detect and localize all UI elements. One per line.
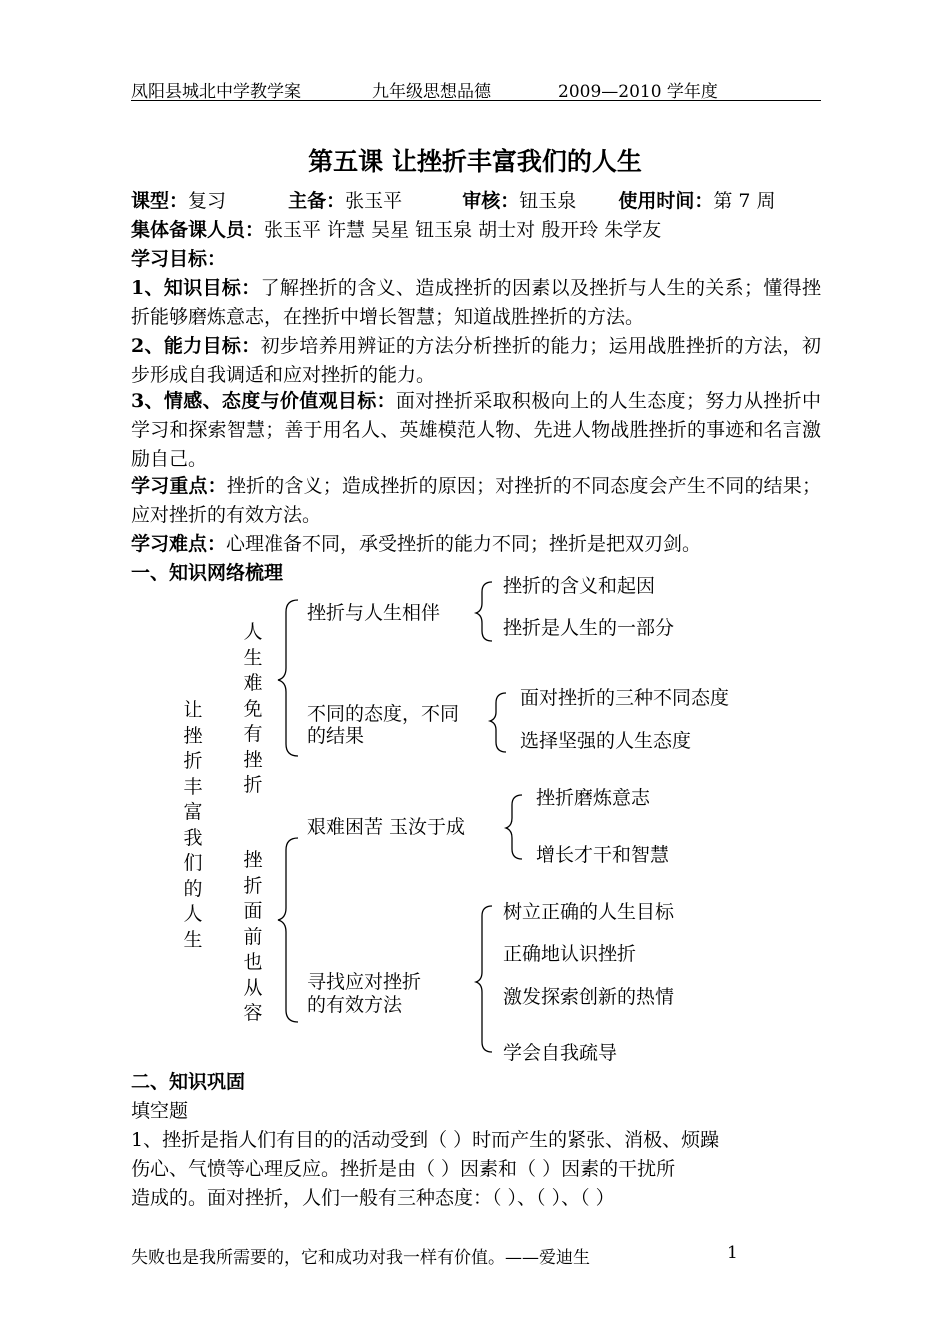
reviewer-label: 审核：	[462, 190, 520, 212]
mindmap-b1-sub1-item: 挫折的含义和起因	[503, 575, 656, 597]
mindmap-b2-sub2-item: 正确地认识挫折	[503, 943, 637, 965]
goal-knowledge-label: 1、知识目标：	[131, 277, 261, 299]
fill-line-1: 1、挫折是指人们有目的的活动受到（ ）时而产生的紧张、消极、烦躁	[131, 1129, 720, 1151]
header-year: 2009—2010 学年度	[558, 82, 718, 102]
fill-line-3: 造成的。面对挫折，人们一般有三种态度：（ ）、（ ）、（ ）	[131, 1187, 615, 1209]
brace-b1-sub2	[490, 693, 506, 752]
brace-b1-sub1	[476, 582, 492, 641]
mindmap-b1-sub2-item: 面对挫折的三种不同态度	[520, 687, 730, 709]
mindmap-b1-sub2-line2: 的结果	[307, 725, 365, 747]
mindmap-b1-sub1-item: 挫折是人生的一部分	[503, 617, 675, 639]
type-value: 复习	[188, 190, 227, 212]
mindmap-b2-sub1-item: 增长才干和智慧	[536, 844, 670, 866]
team-label: 集体备课人员：	[131, 219, 265, 241]
brace-branch2	[278, 838, 298, 1022]
goal-knowledge-text: 了解挫折的含义、造成挫折的因素以及挫折与人生的关系；懂得挫折能够磨炼意志，在挫折中增长智慧；知道战胜挫折的方法。	[131, 277, 821, 328]
mindmap-b2-sub2-item: 激发探索创新的热情	[503, 986, 675, 1008]
difficulties-label: 学习难点：	[131, 533, 227, 555]
goal-emotion-label: 3、情感、态度与价值观目标：	[131, 390, 396, 412]
time-value: 第 7 周	[713, 190, 776, 212]
brace-b2-sub1	[506, 795, 522, 859]
mindmap-root: 让挫折丰富我们的人生	[183, 699, 203, 951]
fill-line-2: 伤心、气愤等心理反应。挫折是由（ ）因素和（ ）因素的干扰所	[131, 1158, 676, 1180]
team-value: 张玉平 许慧 吴星 钮玉泉 胡士对 殷开玲 朱学友	[264, 219, 662, 241]
brace-b2-sub2	[476, 906, 492, 1052]
brace-branch1	[278, 600, 298, 756]
mindmap-b1-sub2-item: 选择坚强的人生态度	[520, 730, 692, 752]
header-school: 凤阳县城北中学教学案	[131, 82, 301, 102]
mindmap-b1-sub1: 挫折与人生相伴	[307, 602, 441, 624]
key-points-text: 挫折的含义；造成挫折的原因；对挫折的不同态度会产生不同的结果；应对挫折的有效方法。	[131, 475, 821, 526]
time-label: 使用时间：	[618, 190, 714, 212]
mindmap-b1-sub2-line1: 不同的态度，不同	[307, 703, 460, 725]
footer-quote: 失败也是我所需要的，它和成功对我一样有价值。——爱迪生	[131, 1248, 590, 1268]
mindmap-branch-1: 人生难免有挫折	[243, 621, 263, 796]
mindmap-b2-sub1-item: 挫折磨炼意志	[536, 787, 651, 809]
goal-ability-label: 2、能力目标：	[131, 335, 261, 357]
mindmap-b2-sub1: 艰难困苦 玉汝于成	[307, 816, 466, 838]
mindmap-branch-2: 挫折面前也从容	[243, 849, 263, 1024]
mindmap-b2-sub2-item: 树立正确的人生目标	[503, 901, 675, 923]
section-heading-network: 一、知识网络梳理	[131, 562, 284, 584]
key-points-label: 学习重点：	[131, 475, 227, 497]
author-value: 张玉平	[345, 190, 403, 212]
mindmap-b2-sub2-line1: 寻找应对挫折	[307, 971, 422, 993]
goal-emotion-text: 面对挫折采取积极向上的人生态度；努力从挫折中学习和探索智慧；善于用名人、英雄模范人物、先进人物战胜挫折的事迹和名言激励自己。	[131, 390, 821, 470]
mindmap-b2-sub2-line2: 的有效方法	[307, 994, 403, 1016]
goals-heading: 学习目标：	[131, 248, 227, 270]
section-heading-consolidation: 二、知识巩固	[131, 1071, 246, 1093]
page-number: 1	[727, 1243, 738, 1263]
difficulties-text: 心理准备不同，承受挫折的能力不同；挫折是把双刃剑。	[226, 533, 702, 555]
author-label: 主备：	[288, 190, 346, 212]
type-label: 课型：	[131, 190, 189, 212]
reviewer-value: 钮玉泉	[519, 190, 577, 212]
page-title: 第五课 让挫折丰富我们的人生	[308, 147, 642, 176]
header-subject: 九年级思想品德	[372, 82, 491, 102]
mindmap-b2-sub2-item: 学会自我疏导	[503, 1042, 618, 1064]
goal-ability-text: 初步培养用辨证的方法分析挫折的能力；运用战胜挫折的方法，初步形成自我调适和应对挫折的能力。	[131, 335, 821, 386]
fill-heading: 填空题	[131, 1100, 189, 1122]
